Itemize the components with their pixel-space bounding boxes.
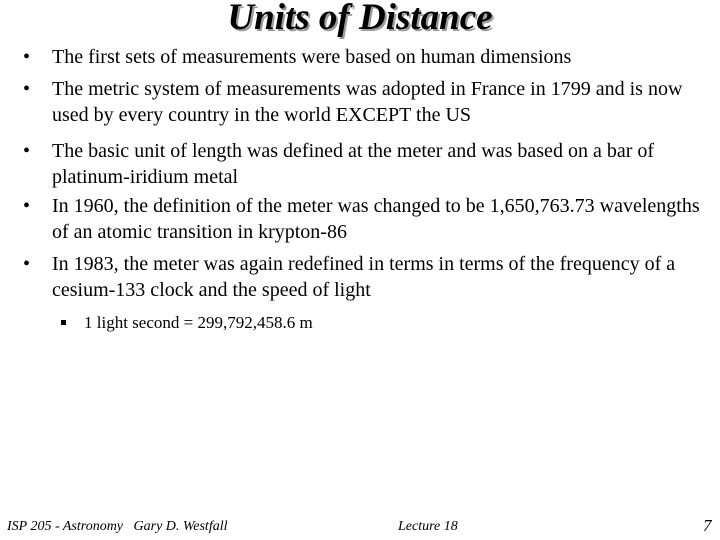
bullet-dot-icon: •: [23, 140, 31, 162]
bullet-text: In 1960, the definition of the meter was changed to be 1,650,763.73 wavelengths of an atomic transition in krypton-86: [52, 195, 700, 243]
sub-bullet-text: 1 light second = 299,792,458.6 m: [84, 313, 313, 332]
bullet-text: The metric system of measurements was adopted in France in 1799 and is now used by every country in the world EXCEPT the US: [52, 78, 683, 126]
footer-course-author: ISP 205 - Astronomy Gary D. Westfall: [7, 519, 228, 534]
bullet-dot-icon: •: [23, 195, 31, 217]
slide-title: Units of Distance: [227, 0, 493, 38]
bullet-text: In 1983, the meter was again redefined in terms in terms of the frequency of a cesium-133 clock and the speed of light: [52, 253, 676, 301]
bullet-dot-icon: •: [23, 46, 31, 68]
bullet-dot-icon: •: [23, 78, 31, 100]
square-bullet-icon: [61, 320, 66, 325]
bullet-text: The basic unit of length was defined at the meter and was based on a bar of platinum-iridium metal: [52, 140, 655, 188]
slide-number: 7: [703, 516, 712, 535]
bullet-dot-icon: •: [23, 253, 31, 275]
bullet-text: The first sets of measurements were based on human dimensions: [52, 46, 572, 68]
footer-lecture: Lecture 18: [398, 519, 458, 534]
